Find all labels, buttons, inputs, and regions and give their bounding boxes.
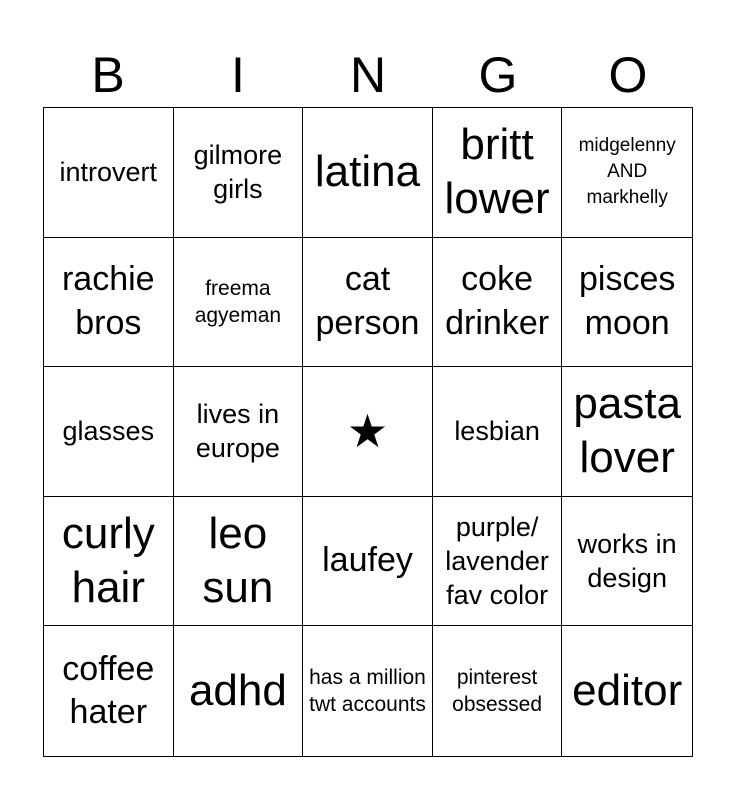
bingo-cell[interactable] xyxy=(44,497,174,627)
header-letter-o: O xyxy=(608,47,648,103)
bingo-cell-text: pinterest obsessed xyxy=(452,665,543,717)
bingo-cell[interactable] xyxy=(44,367,174,497)
bingo-cell-text: latina xyxy=(314,147,421,197)
bingo-cell-text: leo sun xyxy=(202,508,274,613)
bingo-cell-text: gilmore girls xyxy=(193,140,283,205)
header-letter-g: G xyxy=(478,47,518,103)
bingo-cell[interactable] xyxy=(433,497,563,627)
bingo-cell-text: rachie bros xyxy=(61,260,155,342)
bingo-cell[interactable] xyxy=(303,626,433,756)
bingo-cell-text: coke drinker xyxy=(445,260,550,342)
bingo-cell[interactable] xyxy=(44,108,174,238)
bingo-cell[interactable] xyxy=(562,497,692,627)
header-letter-b: B xyxy=(91,47,125,103)
bingo-cell-text: introvert xyxy=(59,157,158,188)
bingo-board xyxy=(43,107,693,757)
bingo-cell[interactable] xyxy=(433,238,563,368)
bingo-cell-text: curly hair xyxy=(61,508,155,613)
bingo-cell[interactable] xyxy=(303,108,433,238)
bingo-cell[interactable] xyxy=(303,238,433,368)
bingo-cell-text: editor xyxy=(572,665,683,715)
header-letter-n: N xyxy=(349,47,387,103)
bingo-cell[interactable] xyxy=(433,108,563,238)
bingo-cell[interactable] xyxy=(174,367,304,497)
bingo-cell-text: britt lower xyxy=(444,119,550,224)
bingo-cell[interactable] xyxy=(174,108,304,238)
bingo-cell-text: laufey xyxy=(322,541,413,580)
bingo-cell-text: cat person xyxy=(315,260,420,342)
bingo-cell[interactable] xyxy=(174,626,304,756)
bingo-cell[interactable] xyxy=(562,626,692,756)
bingo-cell[interactable] xyxy=(433,367,563,497)
bingo-cell-text: pasta lover xyxy=(573,378,682,483)
bingo-cell-text: works in design xyxy=(577,529,677,594)
bingo-cell-text: lives in europe xyxy=(195,399,280,464)
bingo-cell[interactable] xyxy=(562,108,692,238)
star-icon: ★ xyxy=(346,405,389,458)
bingo-cell-text: has a million twt accounts xyxy=(309,665,426,717)
header-letter-i: I xyxy=(231,47,245,103)
bingo-cell-text: adhd xyxy=(188,665,287,715)
bingo-cell[interactable] xyxy=(433,626,563,756)
bingo-cell[interactable] xyxy=(44,238,174,368)
bingo-cell-text: freema agyeman xyxy=(194,276,282,327)
free-space[interactable] xyxy=(303,367,433,497)
bingo-header xyxy=(43,44,693,106)
bingo-cell-text: purple/ lavender fav color xyxy=(445,512,549,611)
bingo-cell-text: midgelenny AND markhelly xyxy=(578,134,676,209)
bingo-cell[interactable] xyxy=(44,626,174,756)
bingo-cell[interactable] xyxy=(562,238,692,368)
bingo-cell[interactable] xyxy=(562,367,692,497)
bingo-cell-text: coffee hater xyxy=(62,649,155,732)
bingo-cell[interactable] xyxy=(174,238,304,368)
bingo-cell-text: glasses xyxy=(62,416,155,447)
bingo-cell[interactable] xyxy=(174,497,304,627)
bingo-cell-text: pisces moon xyxy=(579,260,676,342)
bingo-cell-text: lesbian xyxy=(454,416,540,447)
bingo-cell[interactable] xyxy=(303,497,433,627)
